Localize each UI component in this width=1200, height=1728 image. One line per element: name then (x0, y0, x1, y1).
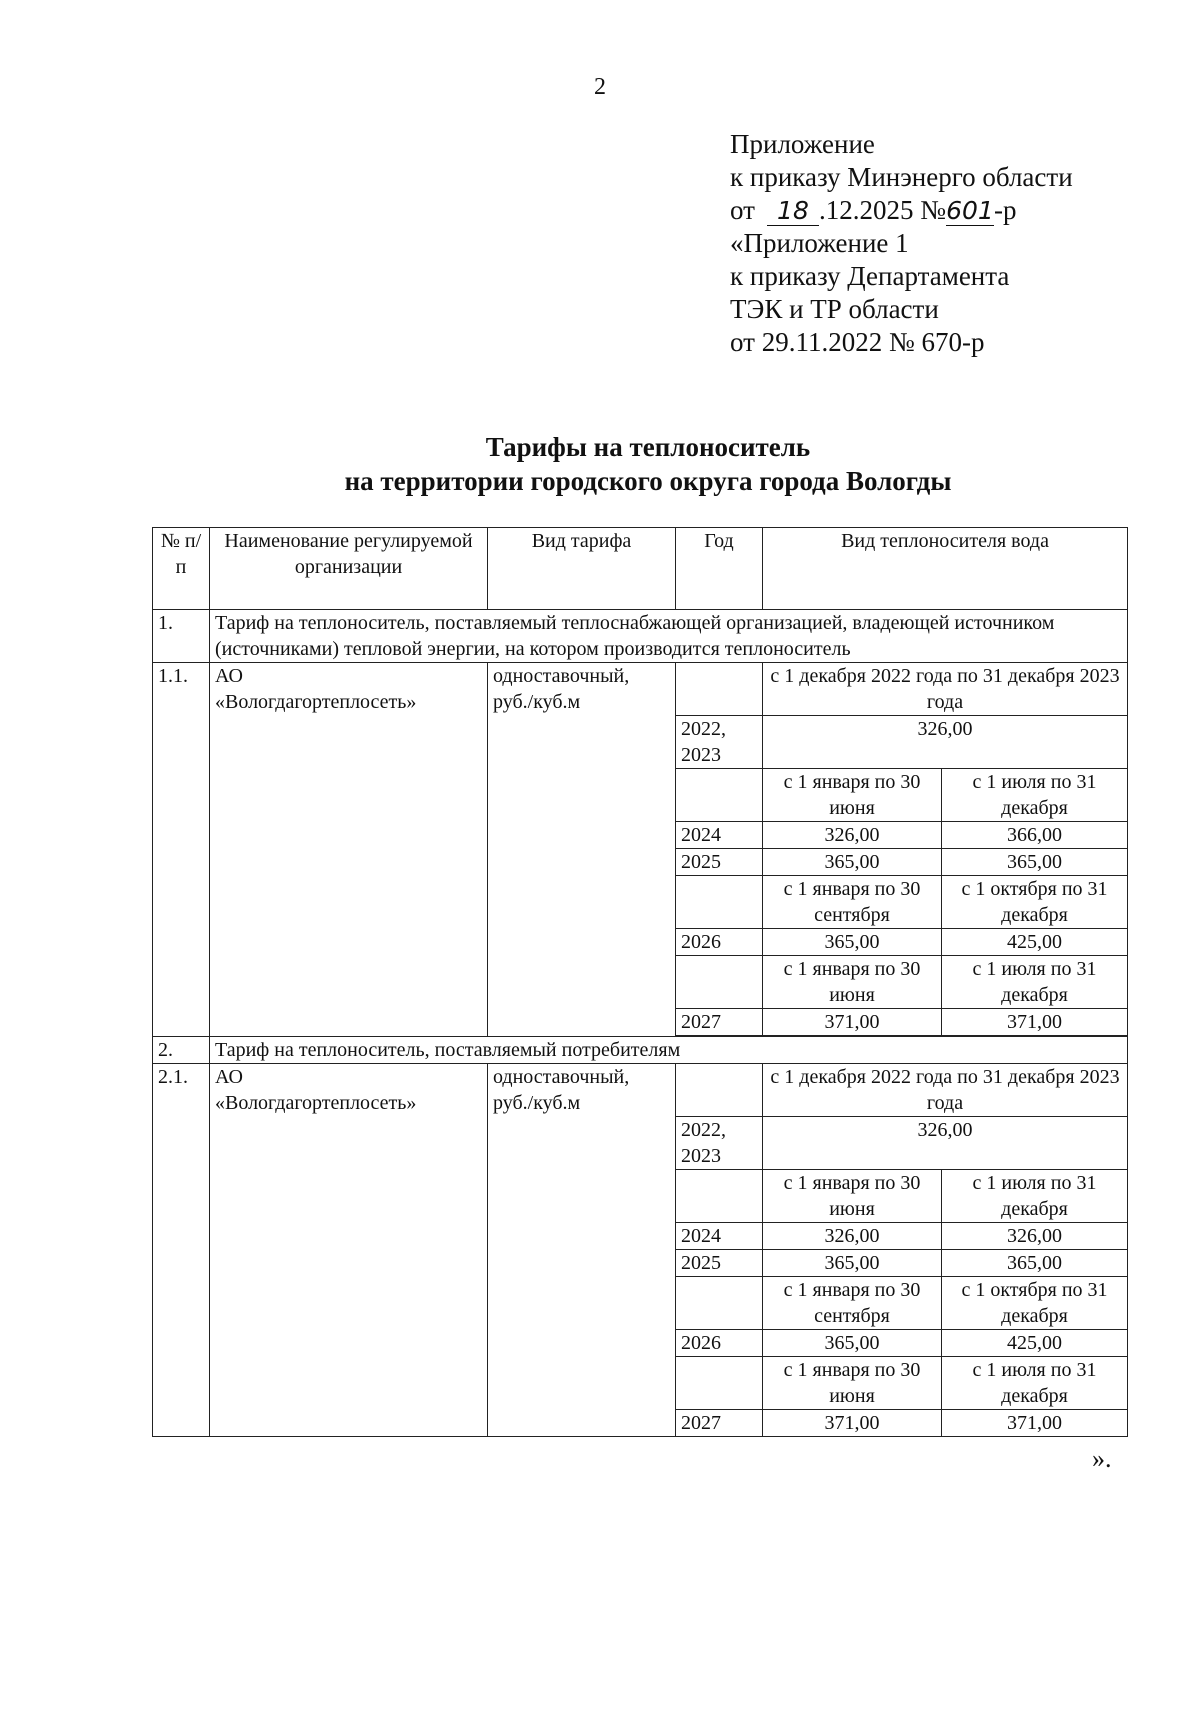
period-header-1: с 1 января по 30 июня (763, 769, 942, 822)
empty-year-cell (676, 1064, 763, 1117)
year-2022-2023: 2022, 2023 (676, 1117, 763, 1170)
value-2026-1: 365,00 (763, 929, 942, 956)
row-1-1-tariff-type (488, 663, 676, 1037)
value-2025-1: 365,00 (763, 849, 942, 876)
empty-year-cell (676, 1170, 763, 1223)
appendix-line-4: «Приложение 1 (730, 228, 909, 258)
section-1-num: 1. (153, 610, 210, 663)
handwritten-order-number: 601 (946, 196, 994, 225)
year-2026: 2026 (676, 929, 763, 956)
handwritten-day: 18 (767, 197, 819, 226)
appendix-line-1: Приложение (730, 129, 875, 159)
year-2025: 2025 (676, 1250, 763, 1277)
org-line-1: АО (215, 1066, 243, 1088)
order-suffix: -р (993, 195, 1017, 225)
document-title (0, 430, 1200, 498)
section-2-num: 2. (153, 1037, 210, 1064)
appendix-line-6: ТЭК и ТР области (730, 294, 939, 324)
value-2025-2: 365,00 (942, 849, 1128, 876)
period-header-2: с 1 июля по 31 декабря (942, 769, 1128, 822)
value-2022-2023: 326,00 (763, 716, 1128, 769)
value-2024-1: 326,00 (763, 1223, 942, 1250)
period-header-1: с 1 января по 30 июня (763, 1357, 942, 1410)
empty-year-cell (676, 769, 763, 822)
table-row (153, 663, 1128, 716)
tariff-type-line-2: руб./куб.м (493, 1092, 581, 1114)
value-2026-2: 425,00 (942, 1330, 1128, 1357)
appendix-line-7: от 29.11.2022 № 670-р (730, 327, 985, 357)
period-header-2: с 1 июля по 31 декабря (942, 1170, 1128, 1223)
empty-year-cell (676, 663, 763, 716)
period-header-1: с 1 января по 30 сентября (763, 1277, 942, 1330)
value-2027-1: 371,00 (763, 1009, 942, 1036)
row-2-1-tariff-type (488, 1064, 676, 1437)
value-2027-1: 371,00 (763, 1410, 942, 1437)
table-header-row (153, 528, 1128, 610)
section-2-row (153, 1037, 1128, 1064)
period-full: с 1 декабря 2022 года по 31 декабря 2023 года (763, 1064, 1128, 1117)
period-header-2: с 1 октября по 31 декабря (942, 876, 1128, 929)
year-2024: 2024 (676, 822, 763, 849)
value-2024-2: 326,00 (942, 1223, 1128, 1250)
value-2025-2: 365,00 (942, 1250, 1128, 1277)
tariff-type-line-1: одноставочный, (493, 665, 630, 687)
org-line-2: «Вологдагортеплосеть» (215, 691, 417, 713)
value-2026-1: 365,00 (763, 1330, 942, 1357)
date-rest: .12.2025 № (818, 195, 946, 225)
section-2-title: Тариф на теплоноситель, поставляемый потребителям (210, 1037, 1128, 1064)
header-carrier: Вид теплоносителя вода (763, 528, 1128, 610)
section-1-row (153, 610, 1128, 663)
tariff-table (152, 527, 1128, 1437)
year-2022-2023: 2022, 2023 (676, 716, 763, 769)
row-2-1-num: 2.1. (153, 1064, 210, 1437)
value-2026-2: 425,00 (942, 929, 1128, 956)
tariff-type-line-1: одноставочный, (493, 1066, 630, 1088)
empty-year-cell (676, 1357, 763, 1410)
value-2022-2023: 326,00 (763, 1117, 1128, 1170)
empty-year-cell (676, 1277, 763, 1330)
value-2024-2: 366,00 (942, 822, 1128, 849)
empty-year-cell (676, 956, 763, 1009)
org-line-2: «Вологдагортеплосеть» (215, 1092, 417, 1114)
header-num: № п/п (153, 528, 210, 610)
closing-quote: ». (1092, 1444, 1112, 1473)
value-2024-1: 326,00 (763, 822, 942, 849)
period-full: с 1 декабря 2022 года по 31 декабря 2023 года (763, 663, 1128, 716)
appendix-order-date (730, 194, 1073, 227)
appendix-line-2: к приказу Минэнерго области (730, 162, 1073, 192)
period-header-2: с 1 июля по 31 декабря (942, 956, 1128, 1009)
year-2027: 2027 (676, 1410, 763, 1437)
year-2025: 2025 (676, 849, 763, 876)
org-line-1: АО (215, 665, 243, 687)
header-org: Наименование регулируемой организации (210, 528, 488, 610)
appendix-line-5: к приказу Департамента (730, 261, 1010, 291)
tariff-type-line-2: руб./куб.м (493, 691, 581, 713)
title-line-1: Тарифы на теплоноситель (485, 432, 811, 462)
page-number: 2 (594, 74, 606, 100)
row-2-1-org (210, 1064, 488, 1437)
section-1-title: Тариф на теплоноситель, поставляемый теплоснабжающей организацией, владеющей источником (источниками) тепловой энергии, на котором производится теплоноситель (210, 610, 1128, 663)
year-2026: 2026 (676, 1330, 763, 1357)
value-2027-2: 371,00 (942, 1410, 1128, 1437)
title-line-2: на территории городского округа города Вологды (344, 466, 952, 496)
value-2027-2: 371,00 (942, 1009, 1128, 1036)
year-2027: 2027 (676, 1009, 763, 1036)
row-1-1-org (210, 663, 488, 1037)
period-header-1: с 1 января по 30 сентября (763, 876, 942, 929)
header-tariff-type: Вид тарифа (488, 528, 676, 610)
appendix-header (730, 128, 1073, 359)
period-header-1: с 1 января по 30 июня (763, 956, 942, 1009)
period-header-2: с 1 июля по 31 декабря (942, 1357, 1128, 1410)
period-header-1: с 1 января по 30 июня (763, 1170, 942, 1223)
table-row (153, 1064, 1128, 1117)
year-2024: 2024 (676, 1223, 763, 1250)
period-header-2: с 1 октября по 31 декабря (942, 1277, 1128, 1330)
row-1-1-num: 1.1. (153, 663, 210, 1037)
header-year: Год (676, 528, 763, 610)
value-2025-1: 365,00 (763, 1250, 942, 1277)
empty-year-cell (676, 876, 763, 929)
date-prefix: от (730, 195, 755, 225)
